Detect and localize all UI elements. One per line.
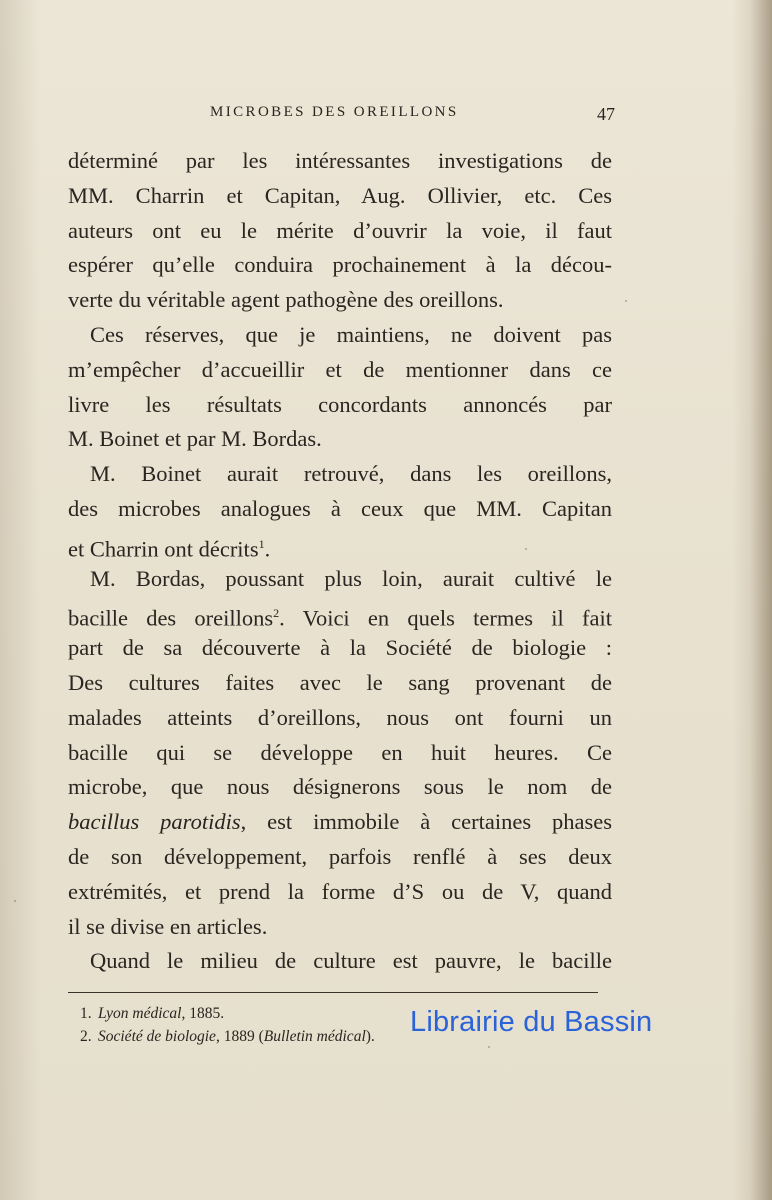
paper-speck [488,1046,490,1048]
text-line: M. Boinet aurait retrouvé, dans les oreillons, [90,461,612,487]
italic-term: bacillus parotidis [68,809,241,835]
text-line: auteurs ont eu le mérite d’ouvrir la voie, il faut [68,217,612,243]
page-header [70,104,615,128]
text-line: part de sa découverte à la Société de biologie : [68,635,612,661]
line-suffix: . Voici en quels termes il fait [279,605,612,631]
text-line: M. Bordas, poussant plus loin, aurait cultivé le [90,565,612,591]
paper-speck [14,900,16,902]
footnote-number: 1. [80,1005,92,1022]
paper-speck [525,548,527,550]
running-title: MICROBES DES OREILLONS [210,104,459,120]
line-suffix: , est immobile à certaines phases [240,809,612,835]
text-line: Ces réserves, que je maintiens, ne doivent pas [90,321,612,347]
text-line: verte du véritable agent pathogène des oreillons. [68,287,504,313]
line-text: bacille des oreillons [68,605,274,631]
text-line-with-ref [68,527,612,562]
text-line: il se divise en articles. [68,913,268,939]
page-number: 47 [597,104,615,124]
text-line: Des cultures faites avec le sang provenant de [68,669,612,695]
text-line: déterminé par les intéressantes investigations de [68,148,612,173]
footnote-rule [68,992,598,993]
footnote-source: Société de biologie [98,1028,216,1045]
line-text: et Charrin ont décrits [68,536,259,562]
footnote-source-2: Bulletin médical [263,1028,366,1045]
text-line: Quand le milieu de culture est pauvre, le bacille [90,948,612,974]
footnote-detail: , 1889 ( [215,1028,264,1045]
text-line-with-italic [68,805,612,840]
text-line: MM. Charrin et Capitan, Aug. Ollivier, etc. Ces [68,182,612,208]
text-line: bacille qui se développe en huit heures. Ce [68,739,612,765]
text-line: m’empêcher d’accueillir et de mentionner dans ce [68,356,612,382]
text-line: espérer qu’elle conduira prochainement à la décou- [68,252,612,278]
text-line: des microbes analogues à ceux que MM. Capitan [68,495,612,521]
text-line: microbe, que nous désignerons sous le nom de [68,774,612,800]
text-line: malades atteints d’oreillons, nous ont fourni un [68,704,612,730]
body-text [68,144,612,979]
watermark: Librairie du Bassin [410,1006,653,1038]
footnote-ref: 2 [273,606,280,621]
footnote-detail-2: ). [365,1028,375,1045]
text-line: livre les résultats concordants annoncés par [68,391,612,417]
footnote-ref: 1 [258,536,265,551]
footnote-detail: , 1885. [181,1005,225,1022]
text-line: extrémités, et prend la forme d’S ou de V, quand [68,878,612,904]
line-suffix: . [264,536,271,562]
text-line: M. Boinet et par M. Bordas. [68,426,322,452]
paper-speck [625,300,627,302]
footnote-source: Lyon médical [98,1005,182,1022]
text-line-with-ref [68,596,612,631]
footnote-number: 2. [80,1028,92,1045]
text-line: de son développement, parfois renflé à ses deux [68,843,612,869]
